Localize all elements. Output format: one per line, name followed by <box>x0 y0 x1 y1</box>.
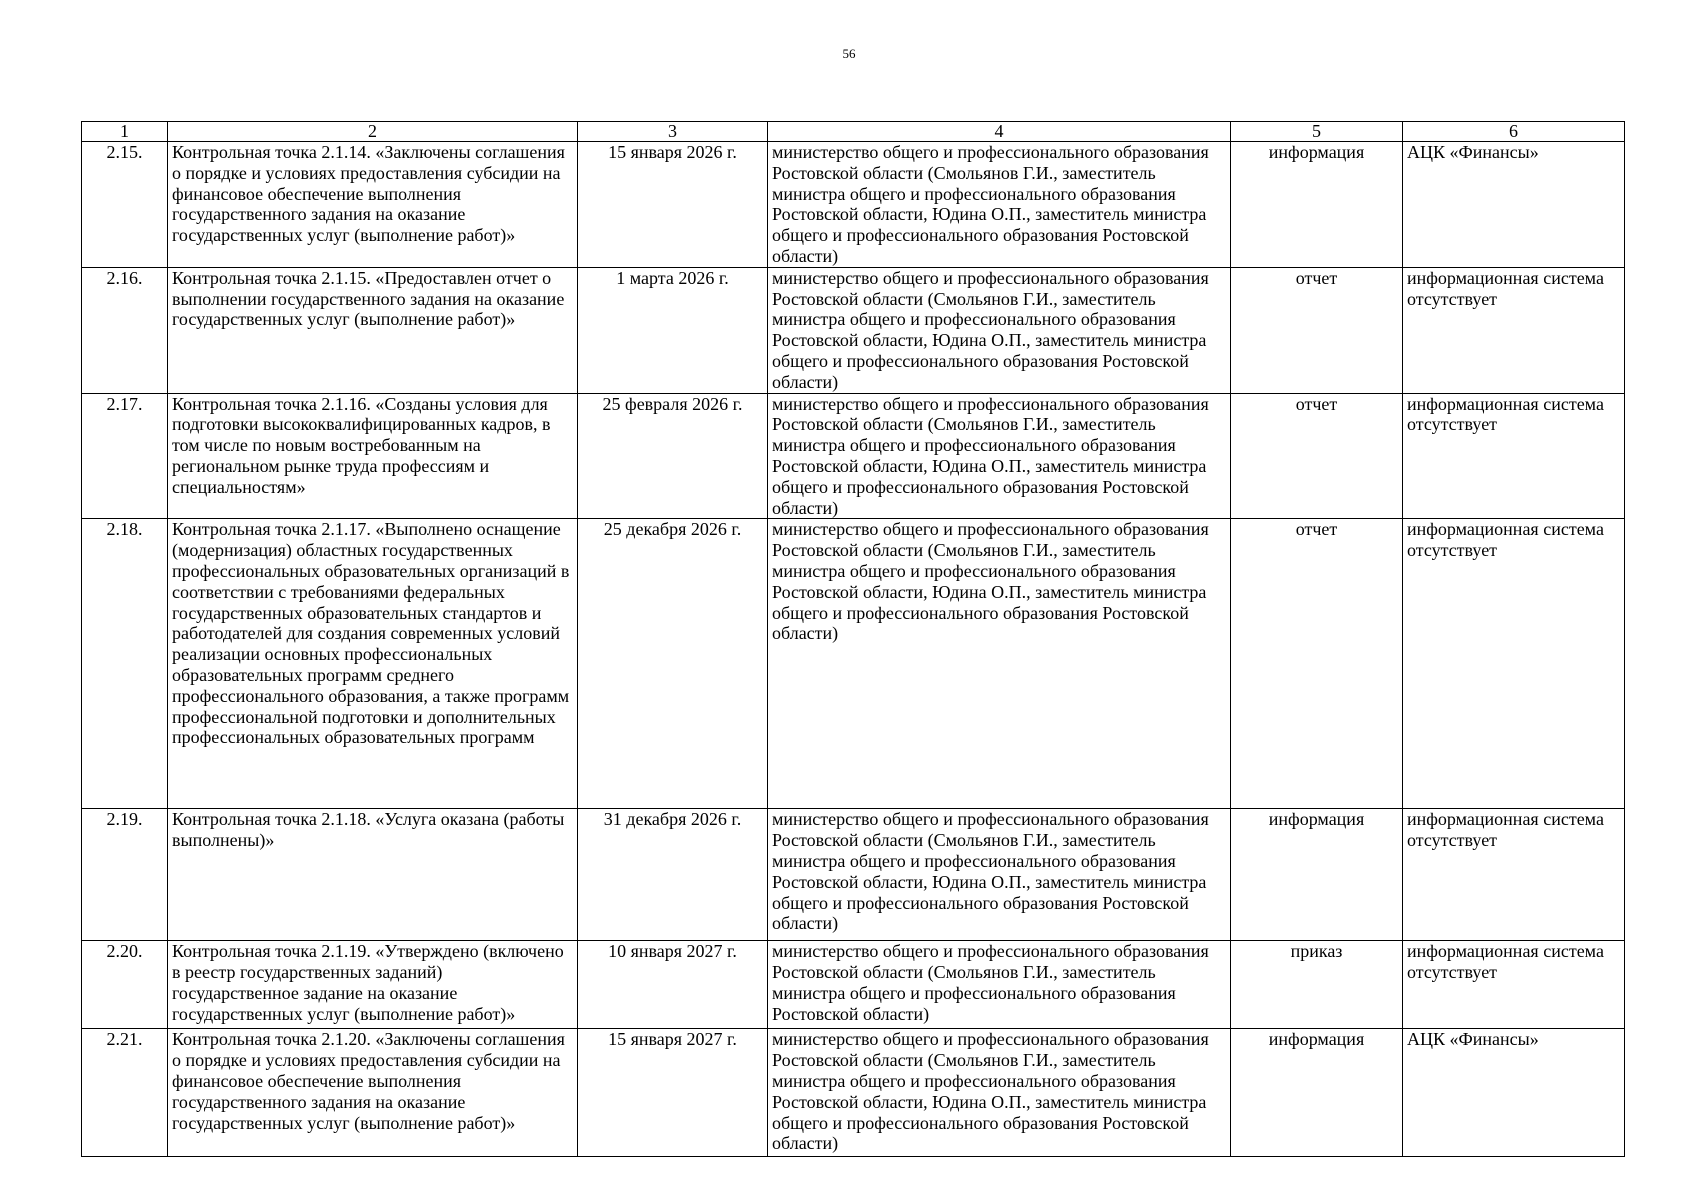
table-row <box>82 941 1625 1029</box>
document-type: информация <box>1231 809 1403 941</box>
control-point-description: Контрольная точка 2.1.15. «Предоставлен отчет о выполнении государственного задания на оказание государственных услуг (выполнение работ)» <box>168 267 578 393</box>
deadline-date: 10 января 2027 г. <box>578 941 768 1029</box>
document-type: отчет <box>1231 267 1403 393</box>
row-number: 2.18. <box>82 519 168 809</box>
column-header-6: 6 <box>1403 122 1625 142</box>
row-number: 2.16. <box>82 267 168 393</box>
control-point-description: Контрольная точка 2.1.14. «Заключены соглашения о порядке и условиях предоставления субсидии на финансовое обеспечение выполнения государственного задания на оказание государственных услуг (выполнение работ)» <box>168 142 578 268</box>
table-row <box>82 267 1625 393</box>
responsible-executor: министерство общего и профессионального образования Ростовской области (Смольянов Г.И., заместитель министра общего и профессионального образования Ростовской области, Юдина О.П., заместитель министра общего и профессионального образования Ростовской области) <box>768 1029 1231 1157</box>
document-type: информация <box>1231 142 1403 268</box>
deadline-date: 15 января 2027 г. <box>578 1029 768 1157</box>
information-system: информационная система отсутствует <box>1403 941 1625 1029</box>
page-number: 56 <box>842 46 856 61</box>
column-header-4: 4 <box>768 122 1231 142</box>
information-system: информационная система отсутствует <box>1403 519 1625 809</box>
column-header-1: 1 <box>82 122 168 142</box>
row-number: 2.15. <box>82 142 168 268</box>
row-number: 2.20. <box>82 941 168 1029</box>
control-point-description: Контрольная точка 2.1.16. «Созданы условия для подготовки высококвалифицированных кадров, в том числе по новым востребованным на региональном рынке труда профессиям и специальностям» <box>168 393 578 519</box>
column-header-2: 2 <box>168 122 578 142</box>
document-type: информация <box>1231 1029 1403 1157</box>
table-header-row <box>82 122 1625 142</box>
column-header-3: 3 <box>578 122 768 142</box>
information-system: информационная система отсутствует <box>1403 393 1625 519</box>
information-system: АЦК «Финансы» <box>1403 1029 1625 1157</box>
deadline-date: 1 марта 2026 г. <box>578 267 768 393</box>
document-type: приказ <box>1231 941 1403 1029</box>
control-point-description: Контрольная точка 2.1.17. «Выполнено оснащение (модернизация) областных государственных профессиональных образовательных организаций в соответствии с требованиями федеральных государственных образовательных стандартов и работодателей для создания современных условий реализации основных профессиональных образовательных программ среднего профессионального образования, а также программ профессиональной подготовки и дополнительных профессиональных образовательных программ <box>168 519 578 809</box>
control-point-description: Контрольная точка 2.1.18. «Услуга оказана (работы выполнены)» <box>168 809 578 941</box>
table-row <box>82 519 1625 809</box>
column-header-5: 5 <box>1231 122 1403 142</box>
responsible-executor: министерство общего и профессионального образования Ростовской области (Смольянов Г.И., заместитель министра общего и профессионального образования Ростовской области, Юдина О.П., заместитель министра общего и профессионального образования Ростовской области) <box>768 267 1231 393</box>
responsible-executor: министерство общего и профессионального образования Ростовской области (Смольянов Г.И., заместитель министра общего и профессионального образования Ростовской области) <box>768 941 1231 1029</box>
responsible-executor: министерство общего и профессионального образования Ростовской области (Смольянов Г.И., заместитель министра общего и профессионального образования Ростовской области, Юдина О.П., заместитель министра общего и профессионального образования Ростовской области) <box>768 393 1231 519</box>
information-system: информационная система отсутствует <box>1403 809 1625 941</box>
control-point-description: Контрольная точка 2.1.20. «Заключены соглашения о порядке и условиях предоставления субсидии на финансовое обеспечение выполнения государственного задания на оказание государственных услуг (выполнение работ)» <box>168 1029 578 1157</box>
responsible-executor: министерство общего и профессионального образования Ростовской области (Смольянов Г.И., заместитель министра общего и профессионального образования Ростовской области, Юдина О.П., заместитель министра общего и профессионального образования Ростовской области) <box>768 519 1231 809</box>
deadline-date: 25 декабря 2026 г. <box>578 519 768 809</box>
document-type: отчет <box>1231 519 1403 809</box>
deadline-date: 15 января 2026 г. <box>578 142 768 268</box>
row-number: 2.17. <box>82 393 168 519</box>
deadline-date: 25 февраля 2026 г. <box>578 393 768 519</box>
table-row <box>82 142 1625 268</box>
table-row <box>82 809 1625 941</box>
row-number: 2.19. <box>82 809 168 941</box>
deadline-date: 31 декабря 2026 г. <box>578 809 768 941</box>
responsible-executor: министерство общего и профессионального образования Ростовской области (Смольянов Г.И., заместитель министра общего и профессионального образования Ростовской области, Юдина О.П., заместитель министра общего и профессионального образования Ростовской области) <box>768 809 1231 941</box>
information-system: АЦК «Финансы» <box>1403 142 1625 268</box>
control-points-table <box>81 121 1625 1157</box>
information-system: информационная система отсутствует <box>1403 267 1625 393</box>
document-type: отчет <box>1231 393 1403 519</box>
table-row <box>82 1029 1625 1157</box>
control-point-description: Контрольная точка 2.1.19. «Утверждено (включено в реестр государственных заданий) государственное задание на оказание государственных услуг (выполнение работ)» <box>168 941 578 1029</box>
row-number: 2.21. <box>82 1029 168 1157</box>
responsible-executor: министерство общего и профессионального образования Ростовской области (Смольянов Г.И., заместитель министра общего и профессионального образования Ростовской области, Юдина О.П., заместитель министра общего и профессионального образования Ростовской области) <box>768 142 1231 268</box>
table-row <box>82 393 1625 519</box>
